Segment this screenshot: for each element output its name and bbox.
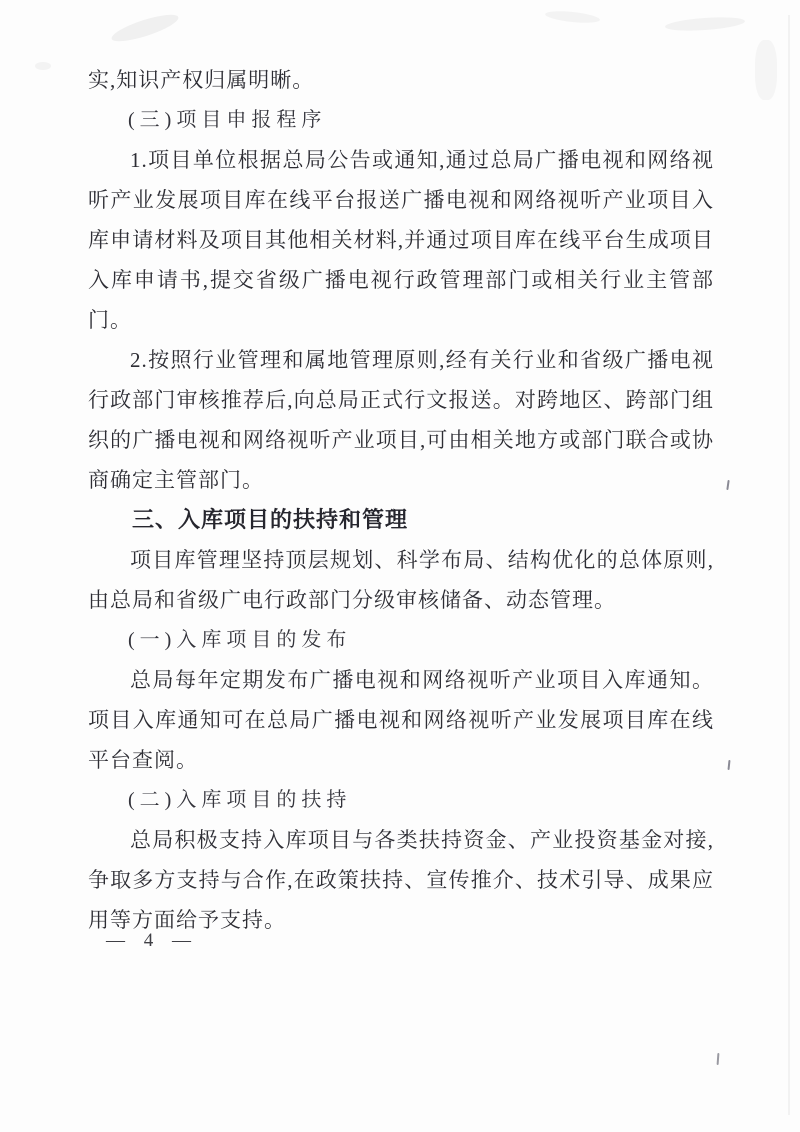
sub-heading-application-procedure: (三)项目申报程序 (128, 109, 327, 131)
scan-tick-mark (726, 480, 729, 490)
page-number: — 4 — (106, 930, 198, 951)
scan-smudge (755, 40, 777, 100)
scan-tick-mark (727, 760, 730, 770)
scan-smudge (665, 15, 746, 33)
paragraph-item-1: 1.项目单位根据总局公告或通知,通过总局广播电视和网络视听产业发展项目库在线平台报送广播电视和网络视听产业项目入库申请材料及项目其他相关材料,并通过项目库在线平台生成项目入库申请书,提交省级广播电视行政管理部门或相关行业主管部门。 (88, 148, 714, 332)
section-heading-support-management: 三、入库项目的扶持和管理 (132, 507, 409, 532)
sub-heading-project-support: (二)入库项目的扶持 (128, 789, 352, 811)
paragraph-item-2: 2.按照行业管理和属地管理原则,经有关行业和省级广播电视行政部门审核推荐后,向总局正式行文报送。对跨地区、跨部门组织的广播电视和网络视听产业项目,可由相关地方或部门联合或协商确定主管部门。 (88, 348, 714, 492)
sub-heading-project-release: (一)入库项目的发布 (128, 629, 352, 651)
paragraph-continuation: 实,知识产权归属明晰。 (88, 68, 315, 92)
paragraph-management-principle: 项目库管理坚持顶层规划、科学布局、结构优化的总体原则,由总局和省级广电行政部门分级审核储备、动态管理。 (88, 548, 714, 612)
scan-edge-line (788, 15, 790, 1115)
paragraph-support-measures: 总局积极支持入库项目与各类扶持资金、产业投资基金对接,争取多方支持与合作,在政策扶持、宣传推介、技术引导、成果应用等方面给予支持。 (88, 828, 714, 932)
document-body (88, 60, 714, 940)
scan-smudge (109, 10, 181, 47)
scan-tick-mark (717, 1053, 720, 1065)
scan-smudge (545, 9, 601, 25)
paragraph-release-notice: 总局每年定期发布广播电视和网络视听产业项目入库通知。项目入库通知可在总局广播电视和网络视听产业发展项目库在线平台查阅。 (88, 668, 714, 772)
scan-smudge (35, 62, 51, 70)
